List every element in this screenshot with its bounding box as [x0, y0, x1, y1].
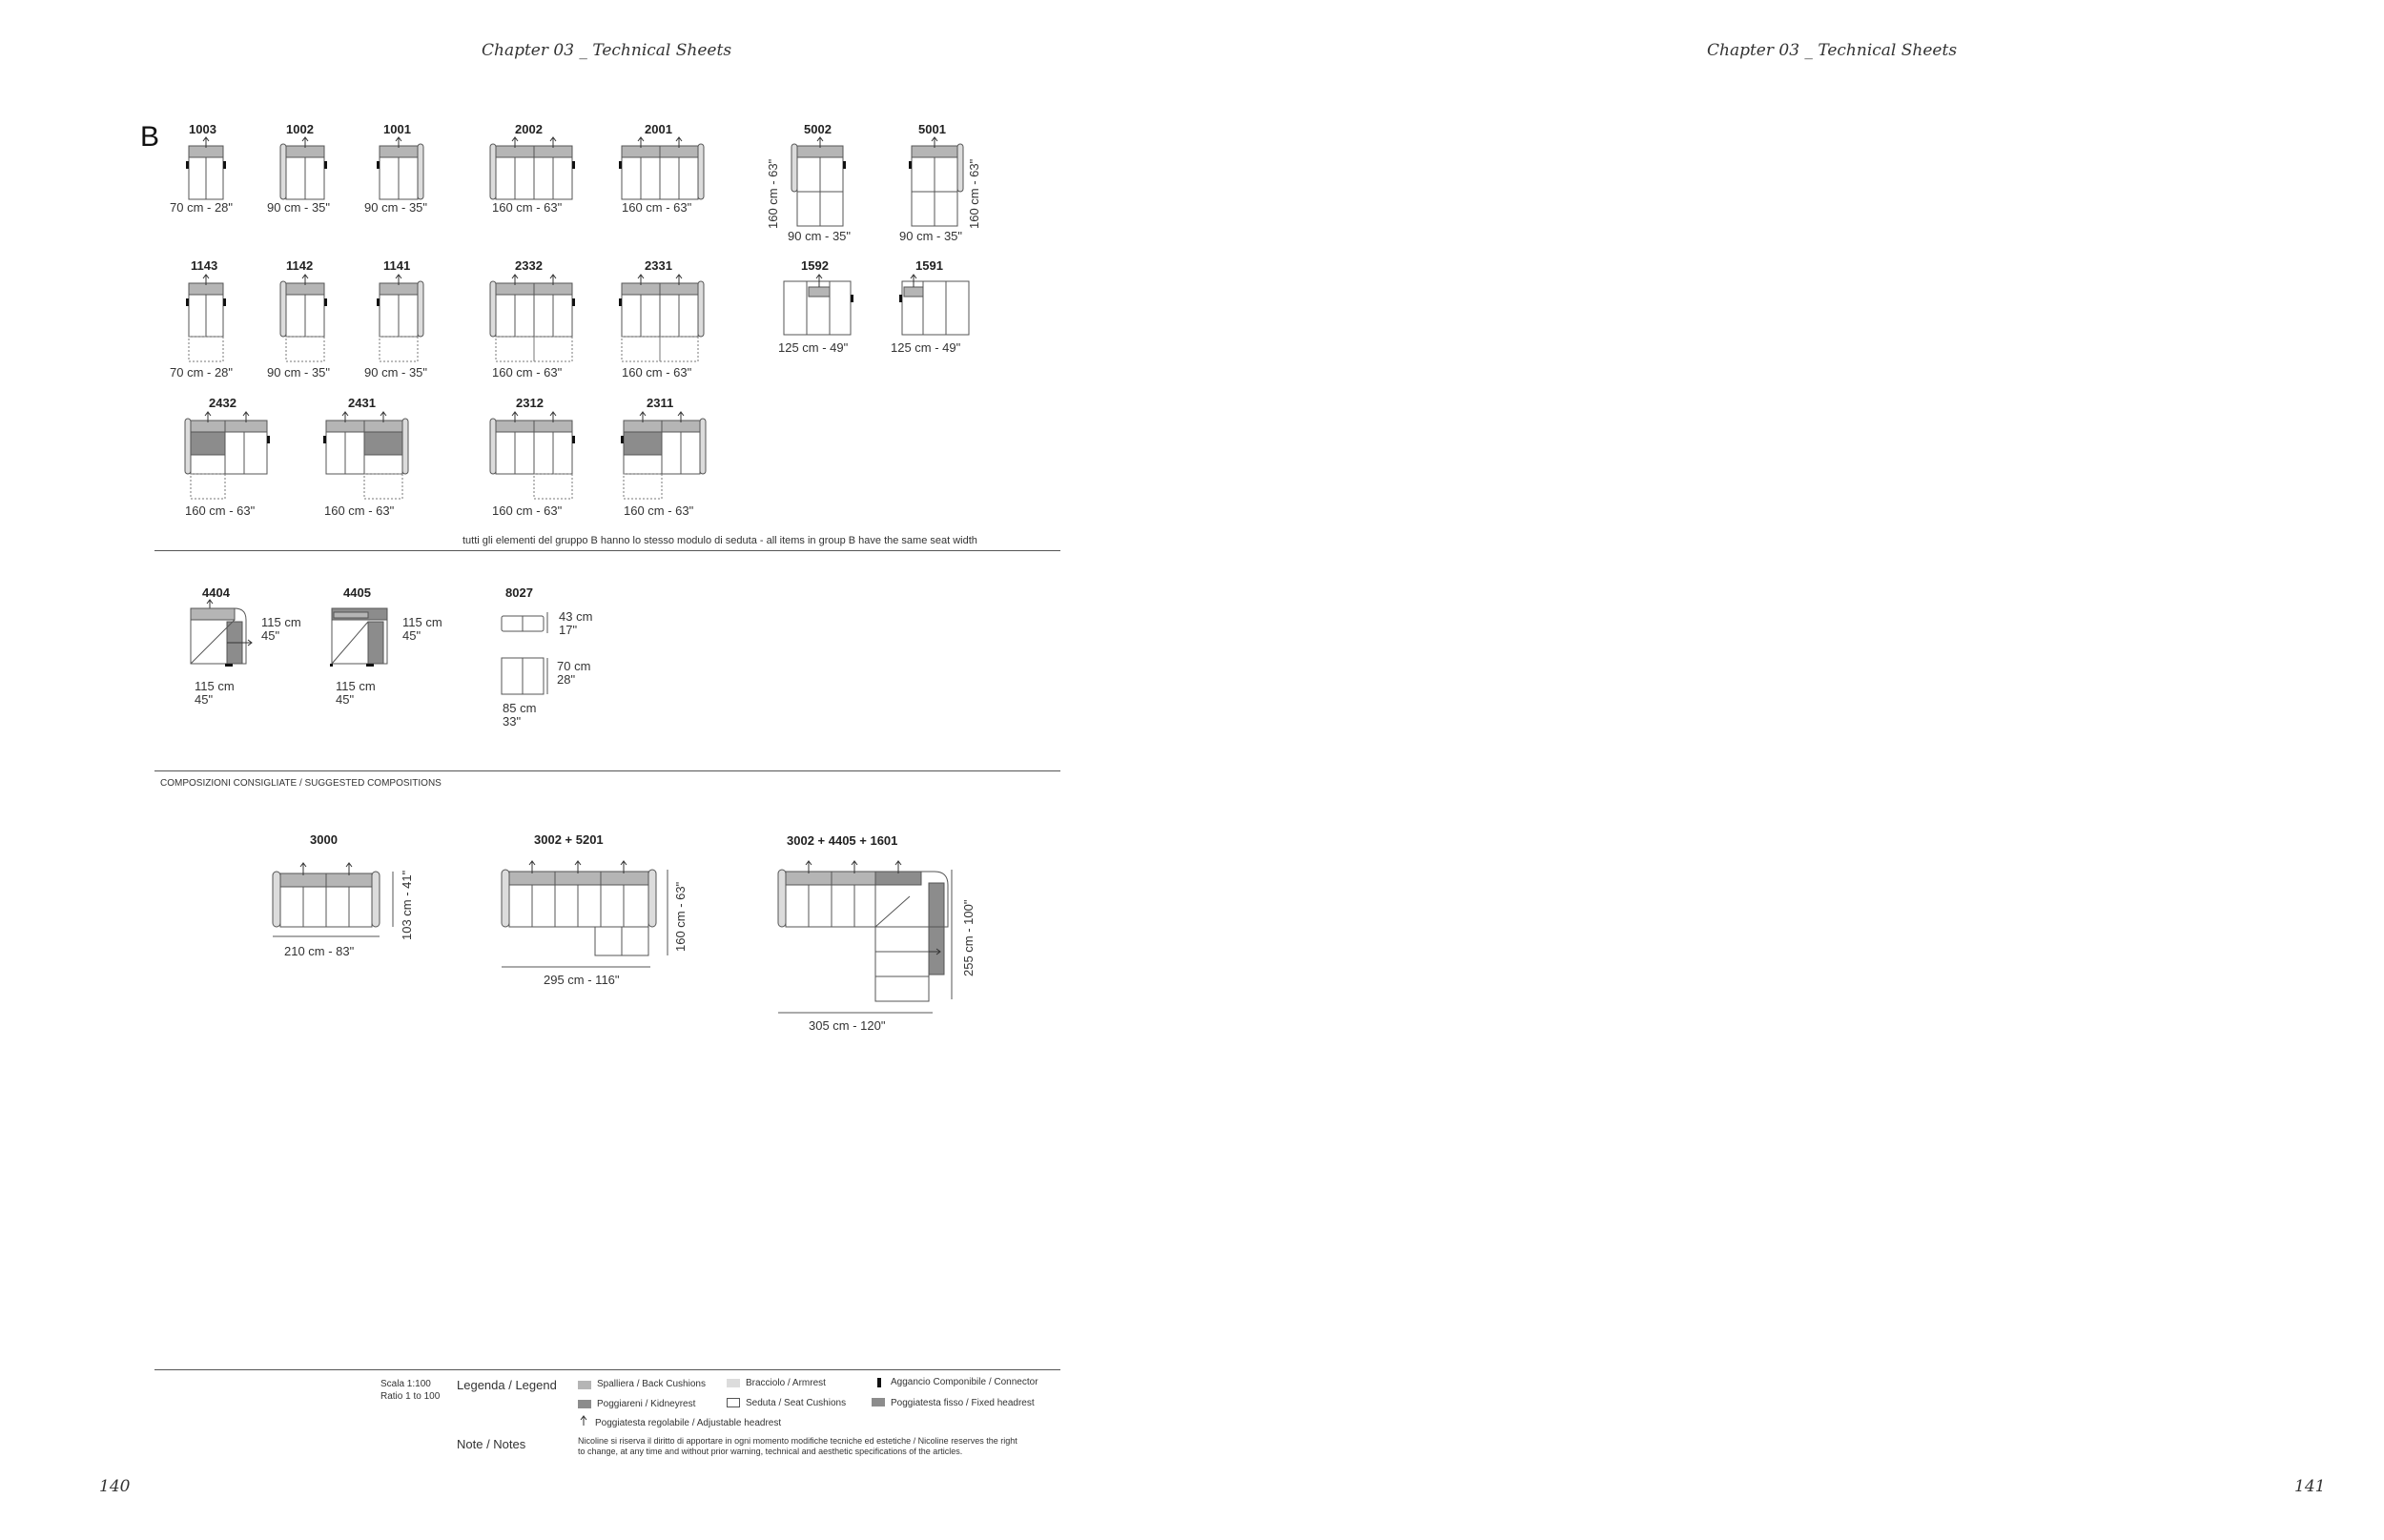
group-label: B — [140, 121, 160, 153]
page-number-right: 141 — [2294, 1477, 2326, 1496]
code-2432: 2432 — [209, 396, 236, 410]
comp-code-3002-4405-1601: 3002 + 4405 + 1601 — [787, 833, 898, 848]
swatch-armrest — [727, 1379, 740, 1387]
swatch-connector — [877, 1378, 881, 1387]
corner-4405 — [330, 601, 397, 673]
legend-adjustable-headrest: Poggiatesta regolabile / Adjustable headrest — [595, 1418, 782, 1428]
sofa-2002 — [490, 136, 578, 201]
legend-fixed-headrest: Poggiatesta fisso / Fixed headrest — [891, 1398, 1035, 1408]
sofa-2331 — [620, 274, 708, 365]
comp-depth-3002-5201: 160 cm - 63" — [673, 881, 688, 952]
dim-2432: 160 cm - 63" — [185, 503, 256, 518]
comp-code-3000: 3000 — [310, 832, 338, 847]
legend-title: Legenda / Legend — [457, 1378, 557, 1392]
code-2332: 2332 — [515, 258, 543, 273]
code-2001: 2001 — [645, 122, 672, 136]
sofa-2432 — [185, 411, 273, 503]
divider-3 — [154, 1369, 1060, 1370]
bottom-dim-4404: 115 cm 45" — [195, 679, 235, 707]
dim-5001: 90 cm - 35" — [899, 229, 963, 243]
bottom-dim-4405: 115 cm 45" — [336, 679, 376, 707]
sofa-1002 — [280, 136, 330, 201]
comp-width-3002-5201: 295 cm - 116" — [544, 973, 620, 987]
dim-2312: 160 cm - 63" — [492, 503, 563, 518]
legend-kidneyrest: Poggiareni / Kidneyrest — [597, 1399, 696, 1409]
code-1592: 1592 — [801, 258, 829, 273]
sofa-5002 — [791, 136, 849, 228]
code-1001: 1001 — [383, 122, 411, 136]
sofa-1141 — [378, 274, 427, 365]
code-1142: 1142 — [286, 258, 314, 273]
suggested-title: COMPOSIZIONI CONSIGLIATE / SUGGESTED COMPOSITIONS — [160, 778, 442, 789]
comp-depth-3000: 103 cm - 41" — [400, 870, 414, 940]
swatch-fixed-headrest — [872, 1398, 885, 1407]
code-4405: 4405 — [343, 585, 371, 600]
sofa-2332 — [490, 274, 578, 365]
comp-depth-3002-4405-1601: 255 cm - 100" — [961, 899, 976, 976]
code-2331: 2331 — [645, 258, 672, 273]
chapter-header-left: Chapter 03 _ Technical Sheets — [482, 41, 732, 60]
sofa-1143 — [187, 274, 229, 365]
code-5001: 5001 — [918, 122, 946, 136]
sofa-2311 — [622, 411, 709, 503]
code-8027: 8027 — [505, 585, 533, 600]
dim-1003: 70 cm - 28" — [170, 200, 234, 215]
legend-armrest: Bracciolo / Armrest — [746, 1378, 826, 1388]
composition-3002-4405-1601 — [776, 858, 982, 1020]
divider-1 — [154, 550, 1060, 551]
dim-1592: 125 cm - 49" — [778, 340, 849, 355]
dim-1002: 90 cm - 35" — [267, 200, 331, 215]
code-4404: 4404 — [202, 585, 230, 600]
code-2312: 2312 — [516, 396, 544, 410]
dim-2002: 160 cm - 63" — [492, 200, 563, 215]
sofa-1003 — [187, 136, 229, 201]
code-1003: 1003 — [189, 122, 216, 136]
code-2311: 2311 — [647, 396, 674, 410]
code-5002: 5002 — [804, 122, 832, 136]
legend-back-cushions: Spalliera / Back Cushions — [597, 1379, 706, 1389]
sofa-1591 — [900, 274, 973, 337]
w-dim-8027: 85 cm 33" — [503, 701, 537, 729]
sofa-2001 — [620, 136, 708, 201]
code-1143: 1143 — [191, 258, 218, 273]
d-dim-8027: 70 cm 28" — [557, 659, 591, 687]
group-note: tutti gli elementi del gruppo B hanno lo stesso modulo di seduta - all items in group B have the same seat width — [462, 535, 977, 546]
divider-2 — [154, 770, 1060, 771]
sofa-2431 — [324, 411, 412, 503]
sofa-5001 — [910, 136, 967, 228]
side-dim-4405: 115 cm 45" — [402, 615, 442, 643]
chapter-header-right: Chapter 03 _ Technical Sheets — [1707, 41, 1958, 60]
swatch-kidneyrest — [578, 1400, 591, 1408]
swatch-back-cushions — [578, 1381, 591, 1389]
code-1141: 1141 — [383, 258, 411, 273]
dim-2431: 160 cm - 63" — [324, 503, 395, 518]
legend-seat-cushions: Seduta / Seat Cushions — [746, 1398, 847, 1408]
dim-1142: 90 cm - 35" — [267, 365, 331, 380]
notes-title: Note / Notes — [457, 1437, 526, 1451]
h-dim-8027: 43 cm 17" — [559, 609, 593, 637]
side-dim-4404: 115 cm 45" — [261, 615, 301, 643]
dim-1143: 70 cm - 28" — [170, 365, 234, 380]
dim-2001: 160 cm - 63" — [622, 200, 692, 215]
legend-connector: Aggancio Componibile / Connector — [891, 1377, 1038, 1387]
dim-1591: 125 cm - 49" — [891, 340, 961, 355]
scale-line-1: Scala 1:100 — [380, 1379, 431, 1389]
vdim-5002: 160 cm - 63" — [766, 158, 780, 229]
notes-text: Nicoline si riserva il diritto di apportare in ogni momento modifiche tecniche ed estetiche / Nicoline reserves the right to change, at any time and without prior warning, technical and aesthetic specifications of the articles. — [578, 1436, 1017, 1456]
vdim-5001: 160 cm - 63" — [967, 158, 981, 229]
dim-2332: 160 cm - 63" — [492, 365, 563, 380]
sofa-1592 — [782, 274, 854, 337]
dim-1141: 90 cm - 35" — [364, 365, 428, 380]
dim-5002: 90 cm - 35" — [788, 229, 852, 243]
arrow-up-icon — [580, 1415, 587, 1427]
sofa-1001 — [378, 136, 427, 201]
sofa-2312 — [490, 411, 578, 503]
code-1002: 1002 — [286, 122, 314, 136]
page-number-left: 140 — [99, 1477, 131, 1496]
dim-2331: 160 cm - 63" — [622, 365, 692, 380]
scale-line-2: Ratio 1 to 100 — [380, 1391, 441, 1402]
code-1591: 1591 — [915, 258, 943, 273]
comp-width-3002-4405-1601: 305 cm - 120" — [809, 1018, 886, 1033]
dim-1001: 90 cm - 35" — [364, 200, 428, 215]
dim-2311: 160 cm - 63" — [624, 503, 694, 518]
code-2431: 2431 — [348, 396, 376, 410]
code-2002: 2002 — [515, 122, 543, 136]
comp-code-3002-5201: 3002 + 5201 — [534, 832, 604, 847]
swatch-seat-cushions — [727, 1398, 740, 1407]
ottoman-8027 — [500, 610, 549, 696]
comp-width-3000: 210 cm - 83" — [284, 944, 355, 958]
corner-4404 — [189, 601, 256, 673]
sofa-1142 — [280, 274, 330, 365]
